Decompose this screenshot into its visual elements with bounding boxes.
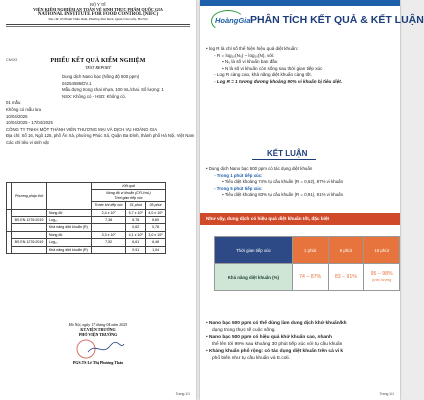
cell-label: Nồng độ: [46, 231, 91, 238]
table-row: [7, 246, 166, 253]
def-logr1-text: Log R = 1 tương đương khoảng 90% vi khuẩn bị tiêu diệt.: [216, 78, 343, 84]
cell-method: BS EN 1276:2019: [12, 217, 47, 224]
table-row: [7, 231, 166, 238]
cell-1min: 4,1 x 10⁶: [126, 231, 146, 238]
header-divider: [6, 24, 190, 25]
cell-before: 7,52: [92, 239, 126, 246]
col-method: Phương pháp thử: [12, 183, 47, 210]
def-n0-text: N₀ là số vi khuẩn ban đầu: [224, 59, 278, 65]
cmp-val-1min: 74 – 87%: [292, 264, 328, 291]
col-conc: [92, 190, 166, 202]
analysis-title: PHÂN TÍCH KẾT QUẢ & KẾT LUẬN: [250, 14, 424, 26]
report-code: CNOG: [6, 58, 18, 62]
analysis-header: [200, 0, 424, 38]
receive-date: 10/04/2025: [6, 113, 28, 119]
cell-before: 3,3 x 10⁷: [92, 231, 126, 238]
def-higher-text: Log R càng cao, khả năng diệt khuẩn càng tốt.: [216, 72, 312, 78]
signature-stamp: [0, 338, 196, 360]
cmp-h-5min: 5 phút: [328, 237, 364, 264]
col-result: Kết quả: [92, 183, 166, 190]
cell-label: Khả năng diệt khuẩn (R): [46, 224, 91, 231]
table-row: [7, 224, 166, 231]
point-1-lead: Nano bạc 500 ppm có thể dùng làm dung dịch khử khuẩn/kh: [209, 321, 347, 326]
test-report-page: [0, 0, 196, 400]
institute-header: [0, 0, 196, 22]
def-n: ▪ N là số vi khuẩn còn sống sau thời gian tiếp xúc: [222, 65, 323, 71]
cell-label: Log₁₀: [46, 217, 91, 224]
def-logr1: ◦ Log R = 1 tương đương khoảng 90% vi khuẩn bị tiêu diệt.: [214, 78, 343, 84]
col-1min: 01 phút: [126, 202, 146, 209]
results-table: [6, 182, 166, 254]
test-scope: Các chỉ tiêu vi sinh vật: [6, 139, 49, 145]
sample-retention: Không có mẫu lưu: [6, 106, 42, 112]
cell-5min: 4,0 x 10⁶: [146, 209, 166, 216]
key-points: [206, 320, 400, 362]
time-header: Thời gian tiếp xúc: [114, 195, 143, 200]
cell-1min: 0,62: [126, 224, 146, 231]
sample-count: 01 mẫu: [6, 100, 21, 106]
header-divider-thin: [6, 26, 190, 27]
conclusion-5min-detail: ▪ Tiêu diệt khoảng 83% tụ cầu khuẩn (R = 0,91), 91% vi khuẩn: [222, 192, 344, 198]
conclusion-1min: ◦ Trong 1 phút tiếp xúc:: [214, 172, 263, 178]
point-1-rest: dụng trong thực tế cuộc sống.: [212, 328, 276, 333]
cmp-h-1min: 1 phút: [292, 237, 328, 264]
intro-text: log R là chỉ số thể hiện hiệu quả diệt khuẩn:: [208, 46, 299, 51]
conclusion-main: • Dung dịch Nano bạc 500 ppm có tác dụng diệt khuẩn: [206, 166, 313, 171]
conclusion-1min-text: Tiêu diệt khoảng 74% tụ cầu khuẩn (R = 0,62), 87% vi khuẩn: [224, 179, 344, 185]
cell-method: BS EN 1276:2019: [12, 239, 47, 246]
sample-name: Dung dịch Nano bạc (Nồng độ 500 ppm): [62, 74, 140, 79]
cell-method: [12, 246, 47, 253]
def-n-text: N là số vi khuẩn còn sống sau thời gian tiếp xúc: [224, 65, 323, 71]
col-label: [46, 183, 91, 210]
test-period: 10/04/2025 - 17/04/2025: [6, 120, 53, 126]
summary-banner: Như vậy, dung dịch có hiệu quả diệt khuẩn tốt, đặc biệt: [200, 213, 400, 225]
conclusion-5min-text: Tiêu diệt khoảng 83% tụ cầu khuẩn (R = 0,91), 91% vi khuẩn: [224, 192, 344, 198]
logr-explanation: [206, 46, 400, 86]
cell-1min: 6,76: [126, 217, 146, 224]
report-title: PHIẾU KẾT QUẢ KIỂM NGHIỆM: [50, 58, 146, 64]
cell-1min: 6,61: [126, 239, 146, 246]
conclusion-1min-detail: ▪ Tiêu diệt khoảng 74% tụ cầu khuẩn (R = 0,62), 87% vi khuẩn: [222, 179, 344, 185]
signature-block: [0, 322, 196, 365]
bullet-intro: • log R là chỉ số thể hiện hiệu quả diệt khuẩn:: [206, 46, 299, 51]
cmp-row-label: Khả năng diệt khuẩn (%): [215, 264, 293, 291]
cmp-h-15min: 15 phút: [364, 237, 400, 264]
formula-line: ◦ R = log₁₀(N₀) – log₁₀(N), với:: [214, 52, 275, 58]
cell-1min: 0,91: [126, 246, 146, 253]
cell-method: [12, 224, 47, 231]
cell-before: 2,4 x 10⁷: [92, 209, 126, 216]
cell-label: Nồng độ: [46, 209, 91, 216]
sign-date: Hà Nội, ngày 17 tháng 04 năm 2025: [68, 322, 128, 327]
cell-before: [92, 246, 126, 253]
efficacy-table: [214, 236, 400, 291]
institute-name-vi: VIỆN KIỂM NGHIỆM AN TOÀN VỆ SINH THỰC PHẨM QUỐC GIA: [33, 7, 163, 12]
header-band: [200, 0, 400, 6]
table-row: [7, 209, 166, 216]
def-n0: ▪ N₀ là số vi khuẩn ban đầu: [222, 59, 278, 65]
table-row: [7, 239, 166, 246]
page-number: Trang 1/1: [379, 392, 394, 396]
conclusion-title: KẾT LUẬN: [267, 149, 308, 158]
table-row: [7, 217, 166, 224]
cmp-h-time: Thời gian tiếp xúc: [215, 237, 293, 264]
sample-id: 04254586/DV.1: [62, 80, 92, 86]
cell-label: Log₁₀: [46, 239, 91, 246]
cmp-val-15min-note: (ước lượng: [371, 278, 392, 282]
conclusion-main-text: Dung dịch Nano bạc 500 ppm có tác dụng diệt khuẩn: [208, 166, 313, 171]
conc-header: Nồng độ vi khuẩn (CFU/mL): [106, 191, 151, 196]
conclusion-5min: ◦ Trong 5 phút tiếp xúc:: [214, 185, 263, 191]
sample-info: [6, 74, 196, 147]
sample-packaging: Mẫu đựng trong chai nhựa, 100 mL/chai. Số lượng: 1: [62, 87, 164, 93]
institute-address: Địa chỉ: 65 Phạm Thận Duật, Phường Mai Dịch, Quận Cầu Giấy, Hà Nội: [48, 17, 148, 21]
sign-name: PGS.TS Lê Thị Phương Thảo: [72, 359, 124, 365]
cell-5min: 3,0 x 10⁶: [146, 231, 166, 238]
institute-name-en: NATIONAL INSTITUTE FOR FOOD CONTROL (NIFC): [37, 12, 159, 17]
cell-before: 7,38: [92, 217, 126, 224]
sample-dates: NSX: Không có - HSD: Không có.: [62, 93, 127, 99]
page-number: Trang 1/1: [175, 392, 190, 396]
point-2: • Nano bạc 500 ppm có hiệu quả khử khuẩn cao, nhanh thể lên tới 99% sau khoảng 30 phút tiếp xúc với tụ cầu khuẩn: [206, 335, 343, 347]
sign-role-1: KT.VIỆN TRƯỞNG: [80, 327, 116, 333]
cell-method: [12, 231, 47, 238]
conclusion-underline: [252, 159, 316, 160]
conclusion-list: [206, 166, 400, 199]
cell-5min: 0,78: [146, 224, 166, 231]
sign-role-2: PHÓ VIỆN TRƯỞNG: [78, 332, 118, 338]
cell-5min: 6,60: [146, 217, 166, 224]
analysis-page: [200, 0, 424, 400]
cell-5min: 6,48: [146, 239, 166, 246]
customer-name: CÔNG TY TNHH MỘT THÀNH VIÊN THƯƠNG MẠI VÀ DỊCH VỤ HOÀNG GIA: [6, 126, 158, 132]
point-2-rest: thể lên tới 99% sau khoảng 30 phút tiếp xúc với tụ cầu khuẩn: [212, 342, 343, 347]
cell-5min: 1,04: [146, 246, 166, 253]
formula-text: R = log₁₀(N₀) – log₁₀(N), với:: [216, 52, 275, 58]
conclusion-5min-label: Trong 5 phút tiếp xúc:: [216, 185, 263, 191]
point-2-lead: Nano bạc 500 ppm có hiệu quả khử khuẩn cao, nhanh: [209, 335, 332, 340]
cell-label: Khả năng diệt khuẩn (R): [46, 246, 91, 253]
point-3-lead: Kháng khuẩn phổ rộng: có tác dụng diệt khuẩn trên cả vi k: [209, 349, 344, 354]
col-5min: 05 phút: [146, 202, 166, 209]
cmp-val-15min-range: 95 – 98%: [370, 271, 393, 277]
point-3-rest: phổ biến như tụ cầu khuẩn và E.coli.: [212, 356, 290, 361]
conclusion-1min-label: Trong 1 phút tiếp xúc:: [216, 172, 263, 178]
point-1: • Nano bạc 500 ppm có thể dùng làm dung dịch khử khuẩn/kh dụng trong thực tế cuộc sống.: [206, 321, 347, 333]
company-logo: [211, 10, 251, 32]
signature-icon: [68, 338, 128, 360]
cell-1min: 5,7 x 10⁶: [126, 209, 146, 216]
logo-text: HoàngGia: [215, 16, 251, 25]
def-higher: ◦ Log R càng cao, khả năng diệt khuẩn càng tốt.: [214, 72, 312, 78]
col-before: Trước khi tiếp xúc: [92, 202, 126, 209]
cell-before: [92, 224, 126, 231]
cmp-val-5min: 83 – 91%: [328, 264, 364, 291]
ministry-name: BỘ Y TẾ: [90, 2, 106, 7]
point-3: • Kháng khuẩn phổ rộng: có tác dụng diệt khuẩn trên cả vi k phổ biến như tụ cầu khuẩn và E.coli.: [206, 349, 344, 361]
customer-address: Địa chỉ: Số 16, Ngõ 125, phố Ấn Xá, phường Phúc Xá, Quận Ba Đình, thành phố Hà Nội, Việt Nam: [6, 133, 195, 139]
cmp-val-15min: [364, 264, 400, 291]
report-subtitle: TEST REPORT: [85, 65, 111, 70]
cell-method: [12, 209, 47, 216]
